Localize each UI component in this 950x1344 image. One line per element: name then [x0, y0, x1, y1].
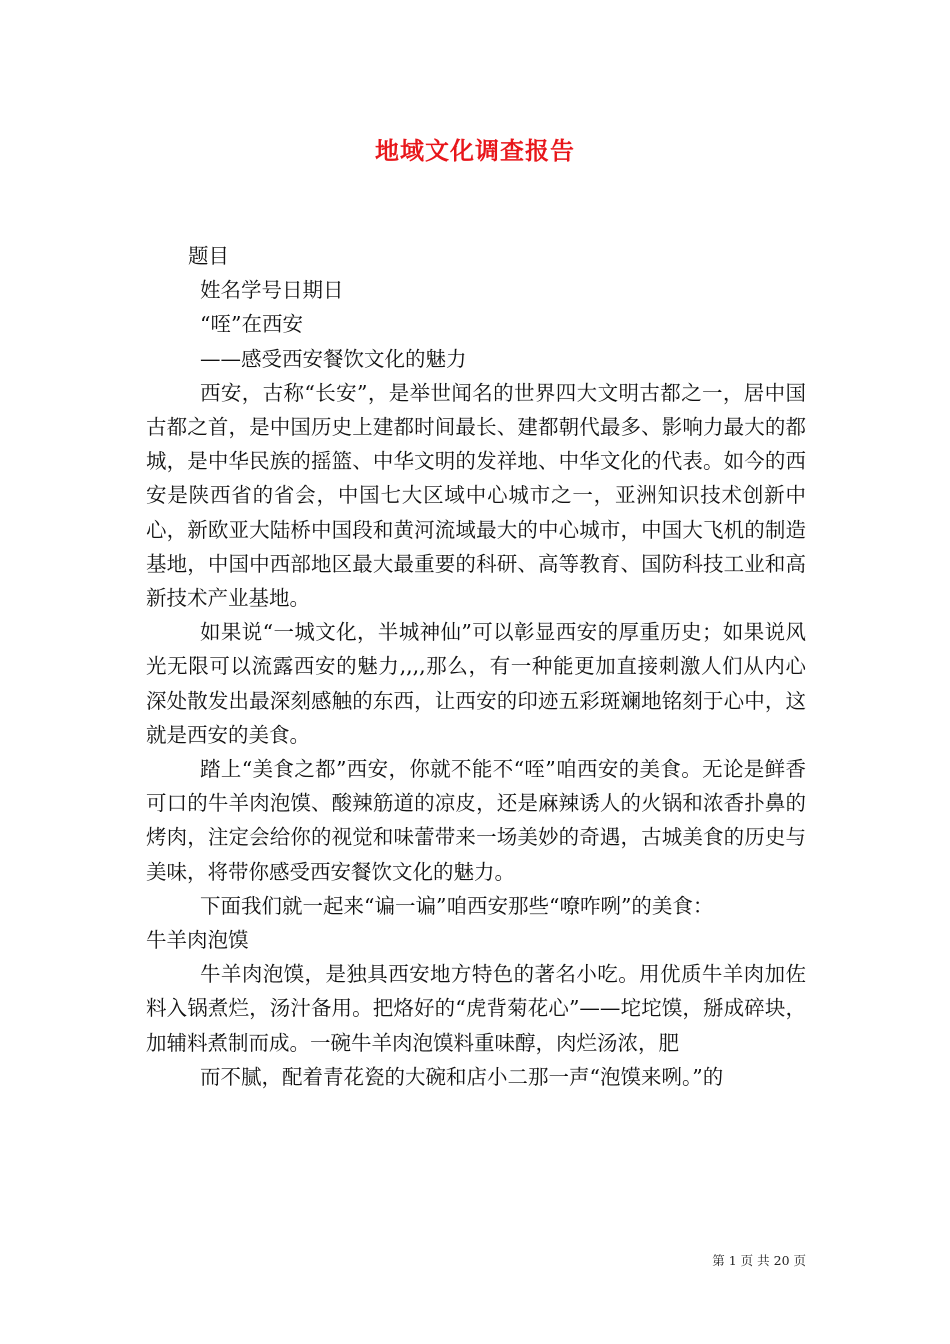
- author-info-line: 姓名学号日期日: [200, 278, 344, 303]
- document-title: 地域文化调查报告: [375, 136, 575, 165]
- paragraph-intro-dishes: 下面我们就一起来“谝一谝”咱西安那些“嘹咋咧”的美食：: [200, 893, 714, 918]
- section-heading-paomo: 牛羊肉泡馍: [146, 928, 249, 953]
- paragraph-xian-food: 如果说“一城文化，半城神仙”可以彰显西安的厚重历史；如果说风光无限可以流露西安的魅力,,,,那么，有一种能更加直接刺激人们从内心深处散发出最深刻感触的东西，让西安的印迹五彩斑斓地铭刻于心中，这就是西安的美食。: [146, 620, 806, 747]
- paragraph-food-capital: 踏上“美食之都”西安，你就不能不“咥”咱西安的美食。无论是鲜香可口的牛羊肉泡馍、酸辣筋道的凉皮，还是麻辣诱人的火锅和浓香扑鼻的烤肉，注定会给你的视觉和味蕾带来一场美妙的奇遇，古城美食的历史与美味，将带你感受西安餐饮文化的魅力。: [146, 757, 806, 884]
- paragraph-xian-intro: 西安，古称“长安”，是举世闻名的世界四大文明古都之一，居中国古都之首，是中国历史上建都时间最长、建都朝代最多、影响力最大的都城，是中华民族的摇篮、中华文明的发祥地、中华文化的代表。如今的西安是陕西省的省会，中国七大区域中心城市之一，亚洲知识技术创新中心，新欧亚大陆桥中国段和黄河流域最大的中心城市，中国大飞机的制造基地，中国中西部地区最大最重要的科研、高等教育、国防科技工业和高新技术产业基地。: [146, 380, 806, 611]
- topic-line: 题目: [188, 244, 229, 268]
- report-heading: “咥”在西安: [200, 312, 303, 337]
- page-number-footer: 第 1 页 共 20 页: [712, 1253, 806, 1268]
- paragraph-paomo-1: 牛羊肉泡馍，是独具西安地方特色的著名小吃。用优质牛羊肉加佐料入锅煮烂，汤汁备用。把烙好的“虎背菊花心”——坨坨馍，掰成碎块，加辅料煮制而成。一碗牛羊肉泡馍料重味醇，肉烂汤浓，肥: [146, 962, 806, 1055]
- paragraph-paomo-2: 而不腻，配着青花瓷的大碗和店小二那一声“泡馍来咧。”的: [200, 1064, 724, 1089]
- document-body: [146, 239, 806, 1094]
- report-subheading: ——感受西安餐饮文化的魅力: [200, 346, 467, 371]
